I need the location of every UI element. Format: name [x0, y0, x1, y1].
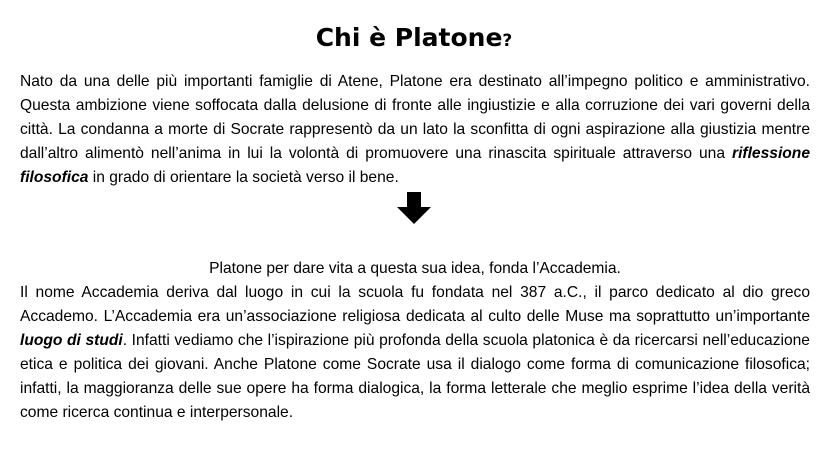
title-question-mark: ?: [502, 31, 513, 51]
page-title: [0, 22, 828, 57]
paragraph-intro-tail: in grado di orientare la società verso il bene.: [88, 169, 399, 186]
paragraph-accademia-tail: . Infatti vediamo che l’ispirazione più profonda della scuola platonica è da ricercarsi nell’educazione etica e politica dei giovani. Anche Platone come Socrate usa il dialogo come forma di comunicazione filosofica; infatti, la maggioranza delle sue opere ha forma dialogica, la forma letterale che meglio esprime l’idea della verità come ricerca continua e interpersonale.: [20, 332, 810, 421]
paragraph-intro-text: Nato da una delle più importanti famiglie di Atene, Platone era destinato all’impegno politico e amministrativo. Questa ambizione viene soffocata dalla delusione di fronte alle ingiustizie e alla corruzione dei vari governi della città. La condanna a morte di Socrate rappresentò da un lato la sconfitta di ogni aspirazione alla giustizia mentre dall’altro alimentò nell’anima in lui la volontà di promuovere una rinascita spirituale attraverso una: [20, 73, 810, 162]
emphasis-luogo-di-studi: luogo di studi: [20, 332, 123, 349]
emphasis-riflessione-filosofica: riflessione filosofica: [20, 145, 810, 186]
paragraph-accademia-text: Il nome Accademia deriva dal luogo in cui la scuola fu fondata nel 387 a.C., il parco dedicato al dio greco Accademo. L’Accademia era un’associazione religiosa dedicata al culto delle Muse ma soprattutto un’importante: [20, 284, 810, 325]
down-arrow-icon: [397, 192, 431, 224]
paragraph-accademia: [20, 257, 810, 425]
paragraph-intro: [20, 70, 810, 190]
title-text: Chi è Platone: [315, 23, 503, 52]
accademia-intro-line: Platone per dare vita a questa sua idea, fonda l’Accademia.: [209, 260, 621, 277]
